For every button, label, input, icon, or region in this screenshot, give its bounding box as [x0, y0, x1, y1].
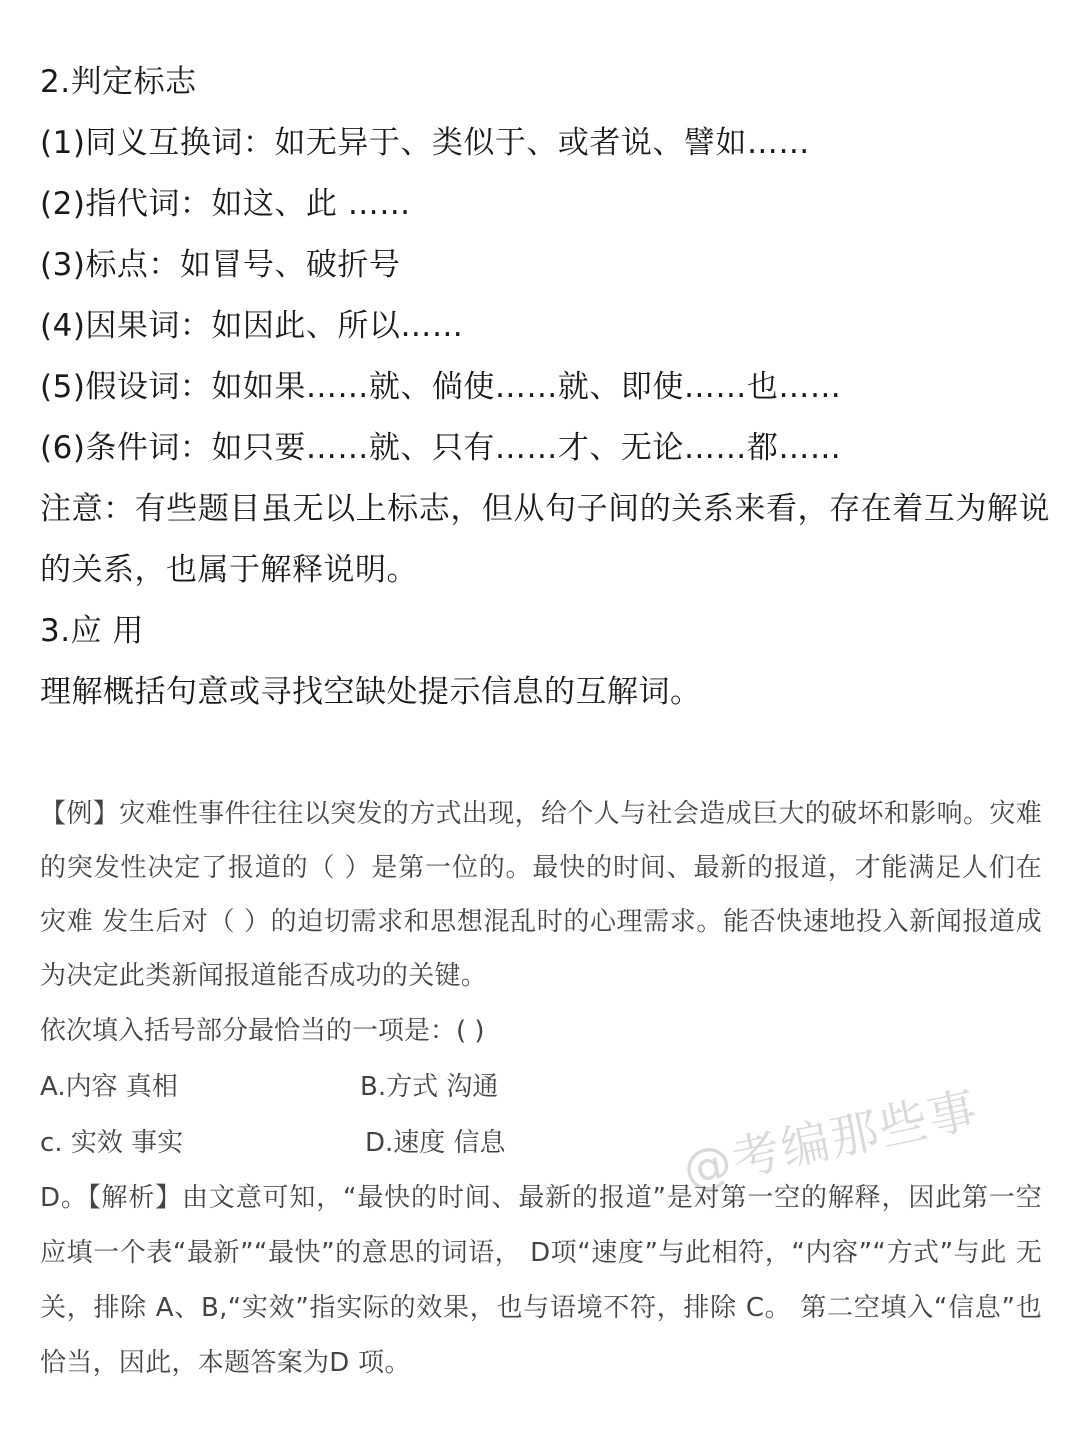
- section-2-title: 2.判定标志: [40, 64, 197, 100]
- question-prompt: 依次填入括号部分最恰当的一项是：( ): [40, 1016, 485, 1046]
- marker-item-punctuation: (3)标点：如冒号、破折号: [40, 247, 401, 283]
- section-2-note: 注意：有些题目虽无以上标志，但从句子间的关系来看，存在着互为解说的关系，也属于解释说明。: [40, 491, 1050, 588]
- option-a: A.内容 真相: [40, 1072, 178, 1102]
- example-question: [40, 787, 1042, 1391]
- marker-item-causal: (4)因果词：如因此、所以……: [40, 308, 464, 344]
- marker-item-condition: (6)条件词：如只要……就、只有……才、无论……都……: [40, 430, 842, 466]
- option-b: B.方式 沟通: [360, 1072, 499, 1102]
- section-3-text: 理解概括句意或寻找空缺处提示信息的互解词。: [40, 674, 702, 710]
- section-2-judgement-markers: [40, 52, 1050, 723]
- marker-item-hypothesis: (5)假设词：如如果……就、倘使……就、即使……也……: [40, 369, 842, 405]
- example-stem: 【例】灾难性事件往往以突发的方式出现，给个人与社会造成巨大的破坏和影响。灾难 的突发性决定了报道的（ ）是第一位的。最快的时间、最新的报道，才能满足人们在灾难 发生后对（ ）的迫切需求和思想混乱时的心理需求。能否快速地投入新闻报道成为决定此类新闻报道能否成功的关键。: [40, 799, 1042, 991]
- options-row-1: [40, 1059, 1042, 1115]
- option-c: c. 实效 事实: [40, 1128, 184, 1158]
- section-3-title: 3.应 用: [40, 613, 144, 649]
- options-row-2: [40, 1115, 1042, 1171]
- option-d: D.速度 信息: [365, 1128, 506, 1158]
- watermark: @考编那些事: [678, 1081, 984, 1199]
- marker-item-synonym: (1)同义互换词：如无异于、类似于、或者说、譬如……: [40, 125, 810, 161]
- marker-item-pronoun: (2)指代词：如这、此 ……: [40, 186, 411, 222]
- answer-analysis: D。【解析】由文意可知，“最快的时间、最新的报道”是对第一空的解释，因此第一空 应填一个表“最新”“最快”的意思的词语， D项“速度”与此相符，“内容”“方式”与此 无关，排除 A、B,“实效”指实际的效果，也与语境不符，排除 C。 第二空填入“信息”也恰当，因此，本题答案为D 项。: [40, 1183, 1042, 1378]
